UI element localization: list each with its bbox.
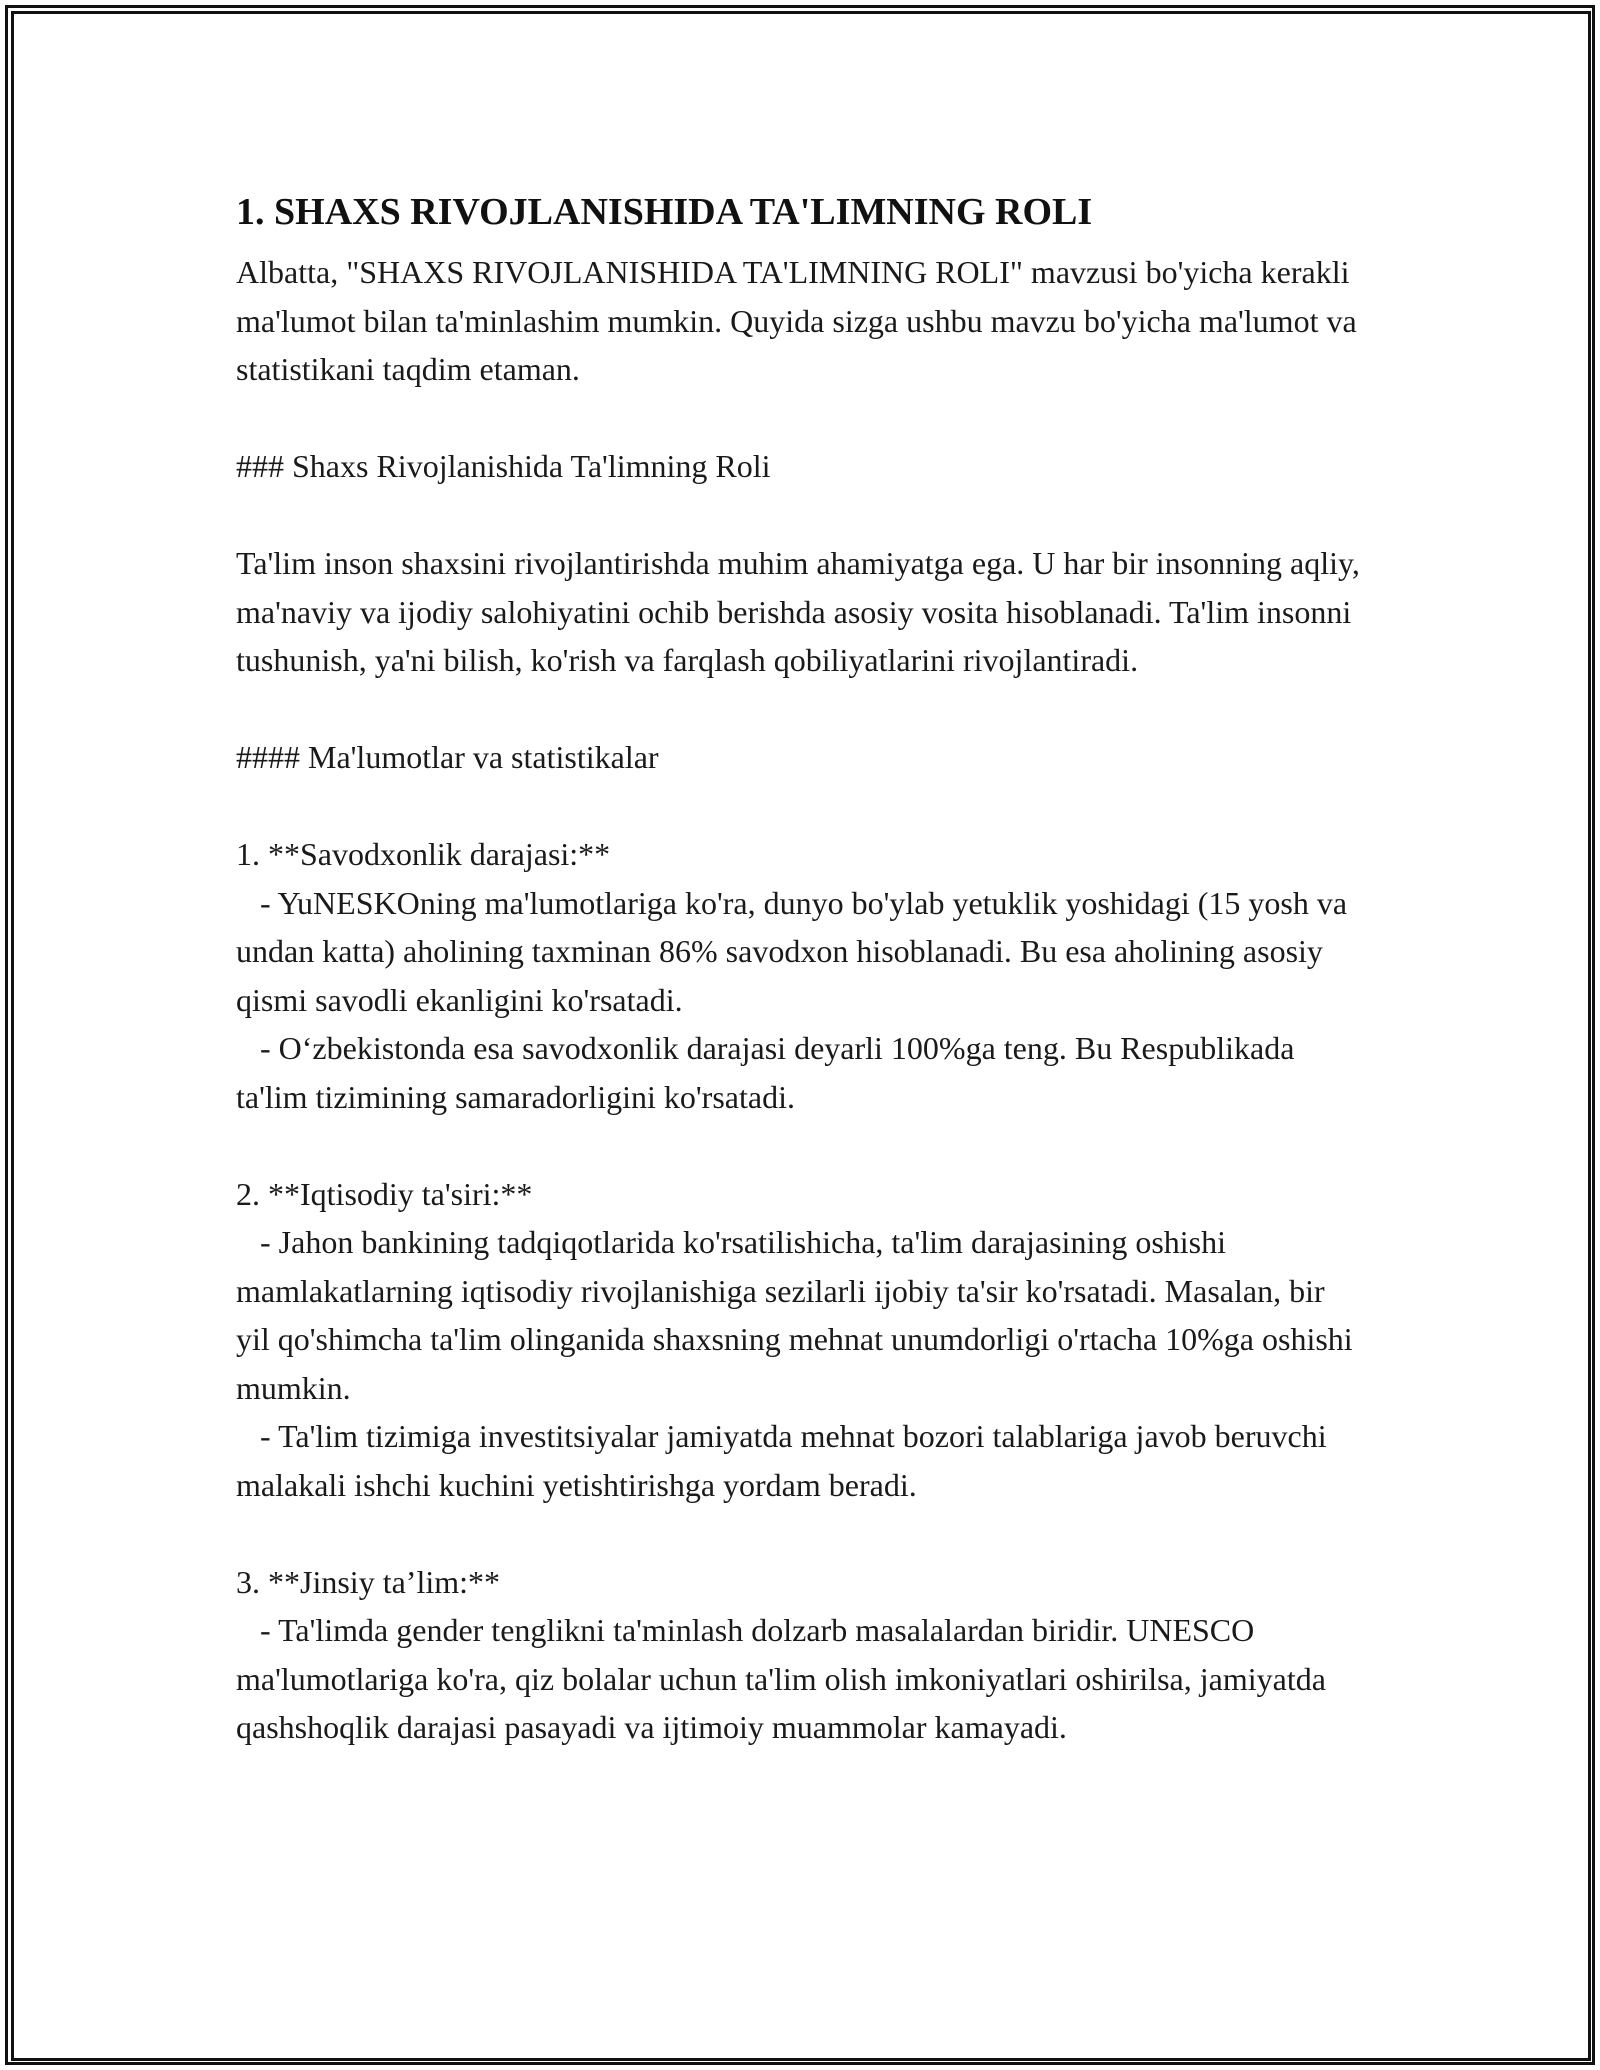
spacer: [236, 491, 1366, 540]
bullet-item: - Ta'limda gender tenglikni ta'minlash dolzarb masalalardan biridir. UNESCO ma'lumotlariga ko'ra, qiz bolalar uchun ta'lim olish imkoniyatlari oshirilsa, jamiyatda qashshoqlik darajasi pasayadi va ijtimoiy muammolar kamayadi.: [236, 1612, 1334, 1745]
section-heading: 2. **Iqtisodiy ta'siri:**: [236, 1175, 533, 1212]
section-gender-education: [236, 1558, 1366, 1752]
spacer: [236, 1121, 1366, 1170]
document-title: 1. SHAXS RIVOJLANISHIDA TA'LIMNING ROLI: [236, 191, 1093, 233]
section-heading: 3. **Jinsiy ta’lim:**: [236, 1563, 500, 1600]
spacer: [236, 1509, 1366, 1558]
bullet-item: - Ta'lim tizimiga investitsiyalar jamiyatda mehnat bozori talablariga javob beruvchi malakali ishchi kuchini yetishtirishga yordam beradi.: [236, 1418, 1335, 1503]
section-literacy: [236, 830, 1366, 1121]
bullet-item: - Jahon bankining tadqiqotlarida ko'rsatilishicha, ta'lim darajasining oshishi mamlakatlarning iqtisodiy rivojlanishiga sezilarli ijobiy ta'sir ko'rsatadi. Masalan, bir yil qo'shimcha ta'lim olinganida shaxsning mehnat unumdorligi o'rtacha 10%ga oshishi mumkin.: [236, 1224, 1361, 1406]
intro-paragraph: Albatta, "SHAXS RIVOJLANISHIDA TA'LIMNING ROLI" mavzusi bo'yicha kerakli ma'lumot bilan ta'minlashim mumkin. Quyida sizga ushbu mavzu bo'yicha ma'lumot va statistikani taqdim etaman.: [236, 254, 1365, 387]
bullet-item: - O‘zbekistonda esa savodxonlik darajasi deyarli 100%ga teng. Bu Respublikada ta'lim tizimining samaradorligini ko'rsatadi.: [236, 1030, 1303, 1115]
spacer: [236, 782, 1366, 831]
section-heading: 1. **Savodxonlik darajasi:**: [236, 836, 611, 872]
overview-paragraph: Ta'lim inson shaxsini rivojlantirishda muhim ahamiyatga ega. U har bir insonning aqliy, ma'naviy va ijodiy salohiyatini ochib berishda asosiy vosita hisoblanadi. Ta'lim insonni tushunish, ya'ni bilish, ko'rish va farqlash qobiliyatlarini rivojlantiradi.: [236, 545, 1368, 678]
stats-heading: #### Ma'lumotlar va statistikalar: [236, 739, 659, 775]
spacer: [236, 685, 1366, 734]
subheading: ### Shaxs Rivojlanishida Ta'limning Roli: [236, 448, 771, 484]
document-body: [236, 188, 1366, 1752]
spacer: [236, 394, 1366, 443]
section-economic-impact: [236, 1170, 1366, 1510]
bullet-item: - YuNESKOning ma'lumotlariga ko'ra, dunyo bo'ylab yetuklik yoshidagi (15 yosh va undan katta) aholining taxminan 86% savodxon hisoblanadi. Bu esa aholining asosiy qismi savodli ekanligini ko'rsatadi.: [236, 884, 1356, 1018]
